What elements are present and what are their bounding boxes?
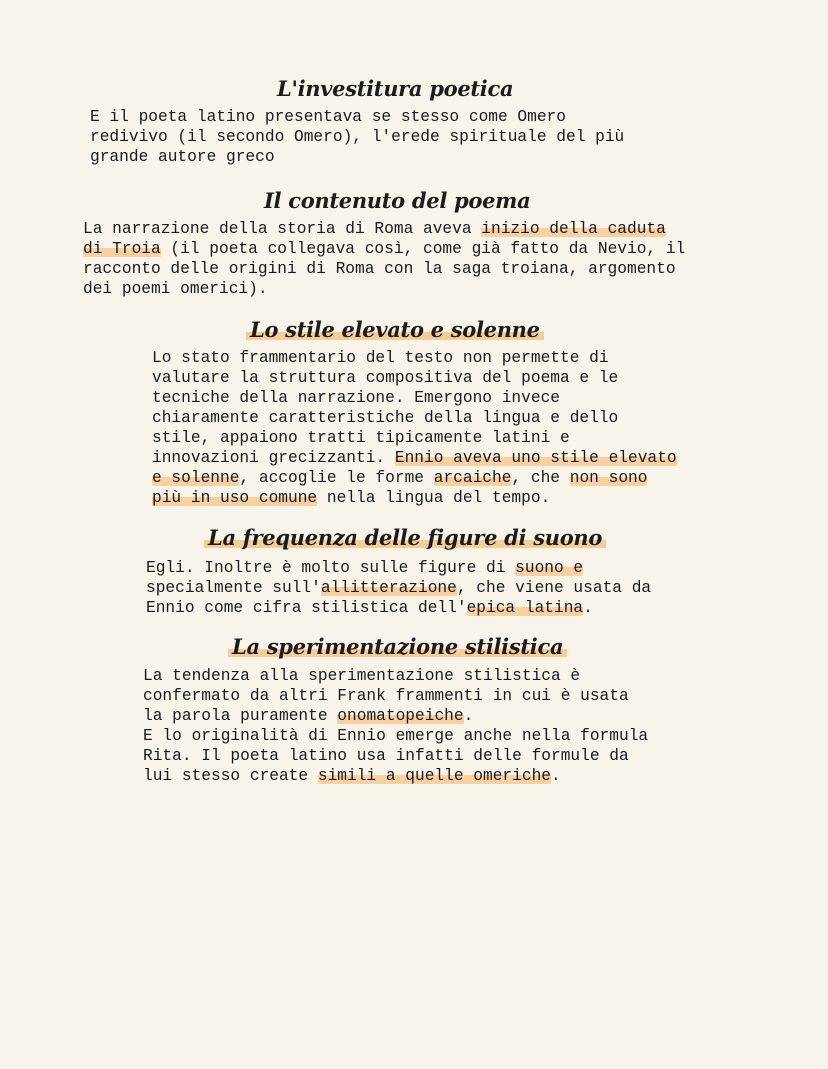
text-segment: E il poeta latino presentava se stesso come Omero [90, 108, 566, 126]
text-line [143, 746, 648, 766]
text-segment: Lo stato frammentario del testo non permette di [152, 349, 609, 367]
text-line [83, 259, 685, 279]
section-title-stile-text: Lo stile elevato e solenne [246, 317, 544, 342]
text-segment: chiaramente caratteristiche della lingua e dello [152, 409, 619, 427]
text-segment: innovazioni grecizzanti. [152, 449, 395, 467]
highlighted-text: suono e [515, 559, 584, 577]
text-segment: la parola puramente [143, 707, 338, 725]
text-line [90, 127, 624, 147]
highlighted-text: più in uso comune [152, 489, 318, 507]
text-segment: , che [511, 469, 570, 487]
text-line [152, 428, 677, 448]
text-line [143, 706, 648, 726]
text-line [143, 666, 648, 686]
text-line [143, 766, 648, 786]
text-line [143, 726, 648, 746]
text-line [83, 279, 685, 299]
text-segment: Egli. Inoltre è molto sulle figure di [146, 559, 516, 577]
text-segment: Rita. Il poeta latino usa infatti delle formule da [143, 747, 629, 765]
highlighted-text: arcaiche [433, 469, 512, 487]
text-line [83, 239, 685, 259]
section-title-contenuto: Il contenuto del poema [264, 188, 531, 213]
section-body-frequenza [146, 558, 651, 618]
text-segment: . [551, 767, 561, 785]
highlighted-text: onomatopeiche [337, 707, 464, 725]
highlighted-text: e solenne [152, 469, 240, 487]
text-line [90, 107, 624, 127]
highlighted-text: epica latina [466, 599, 584, 617]
section-body-contenuto [83, 219, 685, 299]
text-line [152, 488, 677, 508]
text-line [152, 468, 677, 488]
text-segment: confermato da altri Frank frammenti in cui è usata [143, 687, 629, 705]
text-segment: tecniche della narrazione. Emergono invece [152, 389, 560, 407]
text-segment: , accoglie le forme [239, 469, 434, 487]
section-title-investitura: L'investitura poetica [277, 76, 514, 101]
text-segment: lui stesso create [143, 767, 318, 785]
highlighted-text: non sono [569, 469, 648, 487]
text-segment: dei poemi omerici). [83, 280, 268, 298]
text-segment: , che viene usata da [456, 579, 652, 597]
text-line [90, 147, 624, 167]
text-line [146, 558, 651, 578]
text-segment: valutare la struttura compositiva del poema e le [152, 369, 619, 387]
highlighted-text: inizio della caduta [481, 220, 666, 238]
highlighted-text: Ennio aveva uno stile elevato [394, 449, 677, 467]
text-segment: . [583, 599, 593, 617]
section-title-frequenza [204, 525, 606, 551]
text-segment: (il poeta collegava così, come già fatto da Nevio, il [160, 240, 686, 258]
text-line [83, 219, 685, 239]
text-line [143, 686, 648, 706]
section-title-frequenza-text: La frequenza delle figure di suono [204, 525, 606, 550]
text-segment: La narrazione della storia di Roma aveva [83, 220, 482, 238]
text-line [152, 368, 677, 388]
section-body-investitura [90, 107, 624, 167]
text-segment: stile, appaiono tratti tipicamente latini e [152, 429, 570, 447]
text-line [146, 598, 651, 618]
text-segment: La tendenza alla sperimentazione stilistica è [143, 667, 581, 685]
text-line [146, 578, 651, 598]
highlighted-text: allitterazione [320, 579, 457, 597]
highlighted-text: di Troia [83, 240, 161, 258]
section-body-sperimentazione [143, 666, 648, 786]
text-line [152, 408, 677, 428]
text-segment: racconto delle origini di Roma con la saga troiana, argomento [83, 260, 676, 278]
text-line [152, 388, 677, 408]
section-title-sperimentazione-text: La sperimentazione stilistica [228, 634, 567, 659]
text-segment: redivivo (il secondo Omero), l'erede spirituale del più [90, 128, 625, 146]
text-segment: nella lingua del tempo. [317, 489, 551, 507]
section-title-sperimentazione [228, 634, 567, 660]
highlighted-text: simili a quelle omeriche [317, 767, 551, 785]
text-segment: E lo originalità di Ennio emerge anche nella formula [143, 727, 649, 745]
text-segment: specialmente sull' [146, 579, 321, 597]
section-title-stile [246, 317, 544, 343]
text-line [152, 348, 677, 368]
text-segment: . [463, 707, 474, 725]
text-line [152, 448, 677, 468]
section-body-stile [152, 348, 677, 508]
text-segment: Ennio come cifra stilistica dell' [146, 599, 467, 617]
text-segment: grande autore greco [90, 148, 275, 166]
